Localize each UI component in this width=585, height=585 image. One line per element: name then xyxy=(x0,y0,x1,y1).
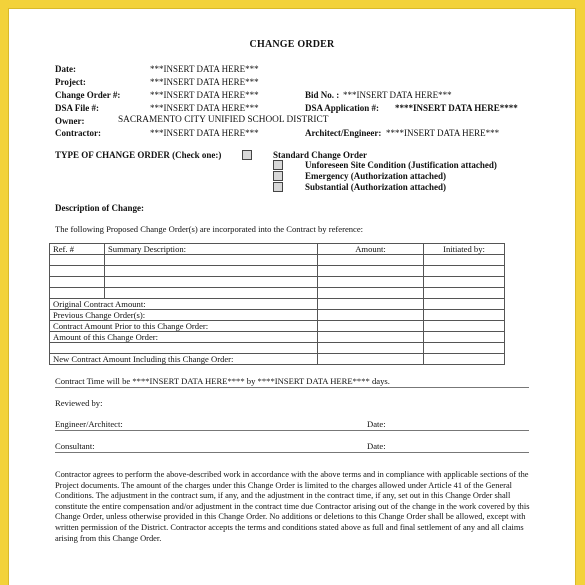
contract-time-prefix: Contract Time will be xyxy=(55,376,131,386)
summary-label: Previous Change Order(s): xyxy=(50,310,318,321)
date-label: Date: xyxy=(55,64,76,74)
substantial-label: Substantial (Authorization attached) xyxy=(305,182,447,192)
page-title: CHANGE ORDER xyxy=(249,39,335,50)
summary-label: Amount of this Change Order: xyxy=(50,332,318,343)
dsa-file-label: DSA File #: xyxy=(55,103,99,113)
summary-row-original[interactable] xyxy=(50,299,505,310)
contract-time-value[interactable]: ****INSERT DATA HERE**** xyxy=(132,376,245,386)
summary-label xyxy=(50,343,318,354)
type-check-box[interactable] xyxy=(242,150,252,160)
change-order-number-label: Change Order #: xyxy=(55,90,121,100)
summary-row-prior[interactable] xyxy=(50,321,505,332)
dsa-application-label: DSA Application #: xyxy=(305,103,380,113)
initiated-by-column-header: Initiated by: xyxy=(424,244,505,255)
bid-number-value[interactable]: ***INSERT DATA HERE*** xyxy=(343,90,452,100)
agreement-paragraph: Contractor agrees to perform the above-described work in accordance with the above terms and in compliance with applicable sections of the Project documents. The amount of the charges under this Change Order is limited to the charges allowed under Article 41 of the General Conditions. The adjustment in the contract sum, if any, and the adjustment in the contract time, if any, set out in this Change Order shall constitute the entire compensation and/or adjustment in the contract time due Contractor arising out of the change in the work covered by this Change Order, unless otherwise provided in this Change Order. No additions or deletions to this Change Order shall be allowed, except with written permission of the District. Contractor accepts the terms and conditions stated above as full and final settlement of any and all claims arising from this Change Order. xyxy=(55,470,530,543)
table-header-row xyxy=(50,244,505,255)
project-label: Project: xyxy=(55,77,86,87)
change-order-number-value[interactable]: ***INSERT DATA HERE*** xyxy=(150,90,259,100)
summary-column-header: Summary Description: xyxy=(105,244,318,255)
architect-engineer-value[interactable]: ****INSERT DATA HERE*** xyxy=(386,128,500,138)
owner-value[interactable]: SACRAMENTO CITY UNIFIED SCHOOL DISTRICT xyxy=(118,115,329,125)
dsa-file-value[interactable]: ***INSERT DATA HERE*** xyxy=(150,103,259,113)
architect-engineer-label: Architect/Engineer: xyxy=(305,128,382,138)
table-row[interactable] xyxy=(50,266,505,277)
table-row[interactable] xyxy=(50,277,505,288)
type-of-change-label: TYPE OF CHANGE ORDER (Check one:) xyxy=(55,150,222,160)
date-value[interactable]: ***INSERT DATA HERE*** xyxy=(150,64,259,74)
document-page xyxy=(9,9,575,585)
contract-time-line xyxy=(55,376,390,386)
unforeseen-check-box[interactable] xyxy=(273,160,283,170)
summary-row-previous[interactable] xyxy=(50,310,505,321)
summary-row-this[interactable] xyxy=(50,332,505,343)
reviewed-by-label: Reviewed by: xyxy=(55,398,103,408)
project-value[interactable]: ***INSERT DATA HERE*** xyxy=(150,77,259,87)
standard-change-order-label: Standard Change Order xyxy=(273,150,368,160)
description-heading: Description of Change: xyxy=(55,203,144,213)
amount-column-header: Amount: xyxy=(318,244,424,255)
summary-label: Contract Amount Prior to this Change Order: xyxy=(50,321,318,332)
divider xyxy=(55,387,529,388)
contract-time-suffix: days. xyxy=(371,376,390,386)
consultant-signature-line[interactable] xyxy=(55,452,529,453)
consultant-label: Consultant: xyxy=(55,441,95,451)
summary-row-blank[interactable] xyxy=(50,343,505,354)
emergency-label: Emergency (Authorization attached) xyxy=(305,171,446,181)
summary-label: Original Contract Amount: xyxy=(50,299,318,310)
contractor-label: Contractor: xyxy=(55,128,101,138)
owner-label: Owner: xyxy=(55,116,85,126)
unforeseen-label: Unforeseen Site Condition (Justification attached) xyxy=(305,160,497,170)
table-row[interactable] xyxy=(50,255,505,266)
summary-row-new[interactable] xyxy=(50,354,505,365)
bid-number-label: Bid No. : xyxy=(305,90,340,100)
summary-label: New Contract Amount Including this Change Order: xyxy=(50,354,318,365)
substantial-check-box[interactable] xyxy=(273,182,283,192)
dsa-application-value[interactable]: ****INSERT DATA HERE**** xyxy=(395,103,518,113)
contractor-value[interactable]: ***INSERT DATA HERE*** xyxy=(150,128,259,138)
contract-time-days-value[interactable]: ****INSERT DATA HERE**** xyxy=(257,376,370,386)
description-intro: The following Proposed Change Order(s) are incorporated into the Contract by reference: xyxy=(55,224,364,234)
engineer-architect-label: Engineer/Architect: xyxy=(55,419,123,429)
ref-column-header: Ref. # xyxy=(50,244,105,255)
emergency-check-box[interactable] xyxy=(273,171,283,181)
contract-time-by: by xyxy=(246,376,256,386)
engineer-signature-line[interactable] xyxy=(55,430,529,431)
consultant-date-label: Date: xyxy=(367,441,386,451)
table-row[interactable] xyxy=(50,288,505,299)
engineer-date-label: Date: xyxy=(367,419,386,429)
change-order-table xyxy=(49,243,505,365)
